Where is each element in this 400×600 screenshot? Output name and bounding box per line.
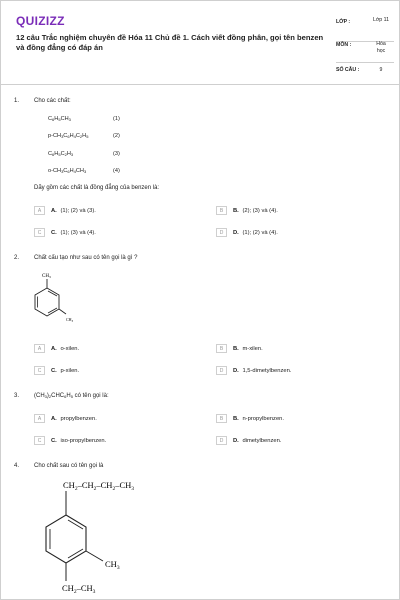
meta-divider [336, 62, 394, 63]
compound-formula: $C_6H_5C_2H_3$ [48, 151, 74, 157]
compound-line [48, 151, 120, 157]
option-text: C. p-xilen. [51, 367, 80, 374]
option-letter-box: C [34, 436, 45, 445]
question-number: 4. [14, 463, 20, 469]
methyl-label: $CH_3$ [105, 559, 120, 571]
xylene-structure-figure [31, 269, 101, 335]
option-letter-box: A [34, 344, 45, 353]
header-divider [1, 84, 400, 85]
answer-option[interactable] [216, 228, 278, 237]
question-number: 2. [14, 255, 20, 261]
option-text: A. (1); (2) và (3). [51, 207, 96, 214]
answer-option[interactable] [34, 436, 106, 445]
option-letter-box: D [216, 436, 227, 445]
compound-formula: $o-CH_3C_6H_4CH_3$ [48, 168, 87, 174]
answer-option[interactable] [34, 414, 97, 423]
compound-line [48, 133, 120, 139]
answer-option[interactable] [34, 366, 79, 375]
option-letter-box: B [216, 414, 227, 423]
compound-line [48, 168, 120, 174]
answer-option[interactable] [216, 436, 281, 445]
option-letter-box: C [34, 366, 45, 375]
class-label: LỚP : [336, 19, 351, 25]
answer-option[interactable] [216, 366, 291, 375]
compound-tag: (1) [113, 116, 120, 122]
butyl-toluene-structure-figure [31, 477, 191, 600]
option-text: D. dimetylbenzen. [233, 437, 282, 444]
option-letter-box: D [216, 366, 227, 375]
question-number: 3. [14, 393, 20, 399]
class-value: Lớp 11 [373, 17, 389, 23]
answer-option[interactable] [216, 344, 263, 353]
question-text: Cho chất sau có tên gọi là [34, 463, 104, 469]
answer-option[interactable] [34, 206, 96, 215]
compound-formula: $p-CH_3C_6H_4C_2H_5$ [48, 133, 89, 139]
question-number: 1. [14, 98, 20, 104]
compound-line [48, 116, 120, 122]
option-text: A. propylbenzen. [51, 415, 97, 422]
question-text: Chất cấu tạo như sau có tên gọi là gì ? [34, 255, 138, 261]
option-text: C. (1); (3) và (4). [51, 229, 96, 236]
count-label: SỐ CÂU : [336, 67, 360, 73]
methyl-label-bottom: $CH_3$ [66, 317, 74, 323]
option-text: D. 1,5-dimetylbenzen. [233, 367, 292, 374]
option-letter-box: D [216, 228, 227, 237]
option-letter-box: C [34, 228, 45, 237]
ethyl-label: $CH_2-CH_3$ [62, 583, 96, 595]
page-title: 12 câu Trắc nghiệm chuyên đề Hóa 11 Chủ đề 1. Cách viết đồng phân, gọi tên benzen và đồng đẳng có đáp án [16, 33, 324, 52]
option-letter-box: A [34, 414, 45, 423]
compound-tag: (2) [113, 133, 120, 139]
butyl-chain-label: $CH_2-CH_2-CH_2-CH_3$ [63, 480, 134, 492]
methyl-label-top: $CH_3$ [42, 274, 51, 279]
option-letter-box: A [34, 206, 45, 215]
quizizz-logo: QUIZIZZ [16, 14, 65, 28]
option-text: B. n-propylbenzen. [233, 415, 285, 422]
count-value: 9 [379, 67, 383, 73]
answer-option[interactable] [216, 206, 278, 215]
option-text: D. (1); (2) và (4). [233, 229, 278, 236]
option-text: B. (2); (3) và (4). [233, 207, 278, 214]
option-letter-box: B [216, 206, 227, 215]
compound-formula: $C_6H_5CH_3$ [48, 116, 71, 122]
answer-option[interactable] [34, 228, 96, 237]
question-text: Cho các chất: [34, 98, 71, 104]
compound-tag: (3) [113, 151, 120, 157]
option-text: A. o-xilen. [51, 345, 80, 352]
subject-value: Hóa học [376, 41, 386, 54]
option-text: C. iso-propylbenzen. [51, 437, 107, 444]
question-text: $(CH_3)_2CHC_6H_5$ có tên gọi là: [34, 393, 109, 399]
compound-tag: (4) [113, 168, 120, 174]
option-text: B. m-xilen. [233, 345, 263, 352]
question-prompt: Dãy gồm các chất là đồng đẳng của benzen là: [34, 185, 160, 191]
subject-label: MÔN : [336, 42, 352, 48]
answer-option[interactable] [34, 344, 79, 353]
option-letter-box: B [216, 344, 227, 353]
answer-option[interactable] [216, 414, 284, 423]
